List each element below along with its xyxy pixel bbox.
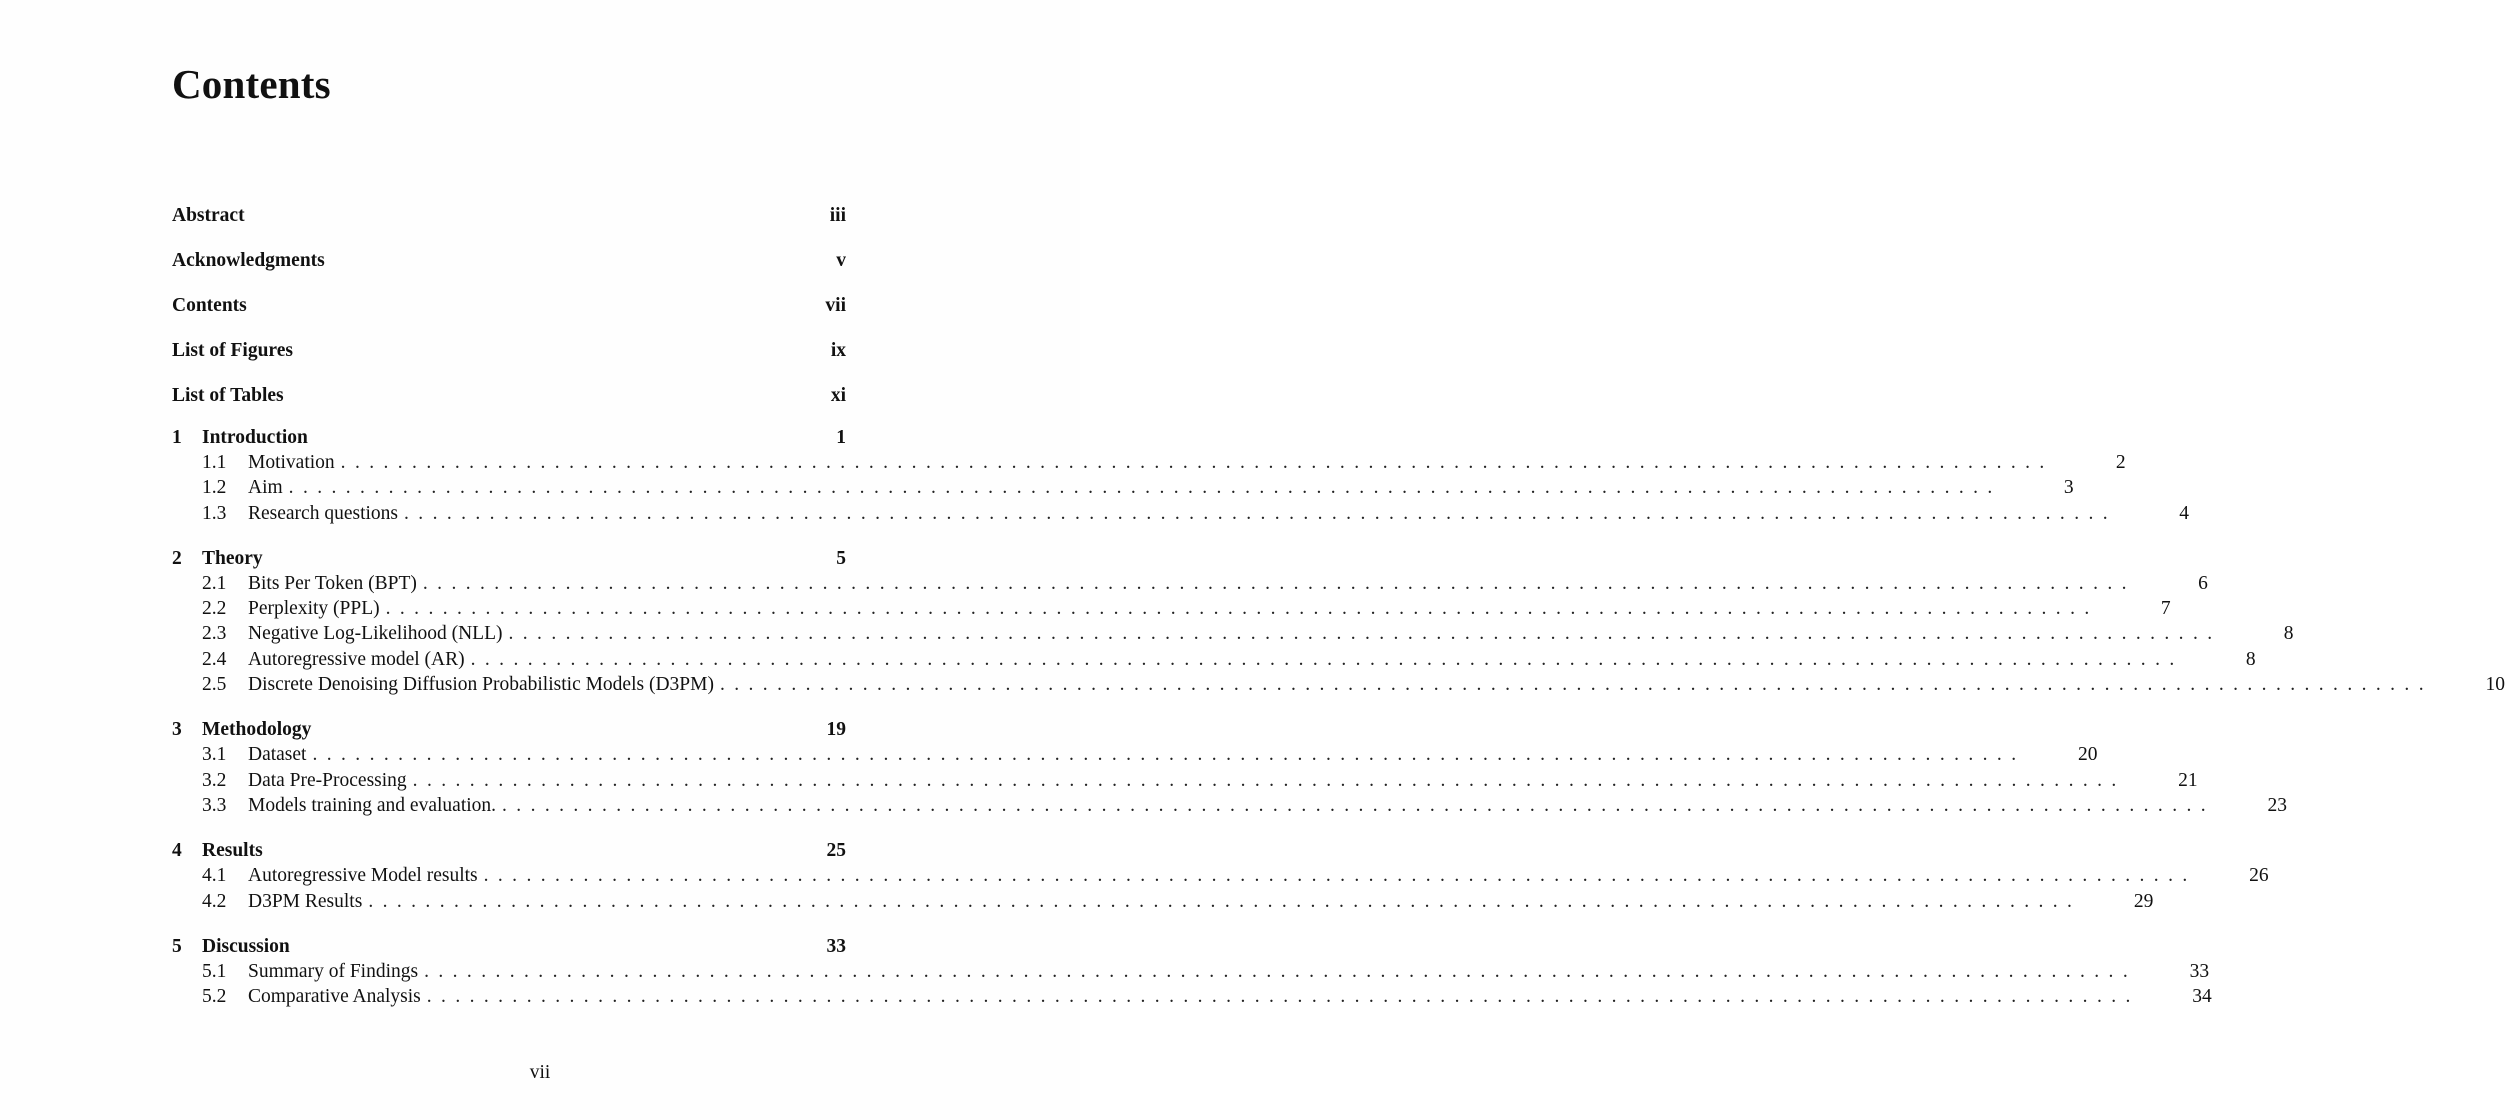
toc-entry-title: Acknowledgments — [172, 250, 325, 271]
toc-section-entry[interactable] — [172, 793, 2288, 818]
dot-leader: ........................................................................................................................ — [385, 598, 2099, 620]
dot-leader: ........................................................................................................................ — [340, 452, 2054, 473]
toc-entry-page: v — [836, 250, 846, 271]
dot-leader: ........................................................................................................................ — [508, 623, 2222, 645]
toc-entry-page: ix — [830, 340, 846, 361]
toc-section-entry[interactable] — [172, 647, 2256, 672]
toc-section-page: 6 — [2198, 572, 2208, 594]
toc-section-title: Autoregressive Model results — [248, 863, 484, 888]
toc-chapter-number: 1 — [172, 427, 182, 448]
dot-leader: ........................................................................................................................ — [404, 502, 2118, 524]
toc-section-number: 2.4 — [202, 648, 227, 670]
toc-chapter — [172, 838, 2269, 914]
dot-leader: ........................................................................................................................ — [288, 477, 2002, 499]
toc-section-page: 8 — [2245, 648, 2256, 670]
toc-section-page: 23 — [2267, 794, 2288, 816]
toc-entry-title: Abstract — [172, 205, 245, 226]
toc-section-entry[interactable] — [172, 768, 2198, 793]
toc-chapter — [172, 934, 2212, 1010]
toc-section-number: 3.3 — [202, 794, 227, 816]
toc-section-number: 4.1 — [202, 865, 227, 887]
toc-chapter-heading[interactable] — [172, 425, 846, 450]
toc-chapter-number: 2 — [172, 547, 182, 569]
toc-section-title: Data Pre-Processing — [248, 768, 413, 793]
toc-chapter-title: Theory — [202, 547, 263, 569]
toc-section-entry[interactable] — [172, 672, 2505, 697]
toc-section-page: 21 — [2178, 769, 2198, 791]
toc-section-title: Comparative Analysis — [248, 984, 427, 1009]
toc-section-number: 1.1 — [202, 452, 227, 473]
toc-section-title: D3PM Results — [248, 889, 368, 914]
toc-section-page: 29 — [2133, 890, 2154, 912]
toc-chapter-page: 25 — [826, 840, 846, 862]
toc-front-matter-entry[interactable] — [172, 245, 846, 290]
toc-section-page: 8 — [2283, 623, 2294, 645]
toc-chapter-heading[interactable] — [172, 934, 846, 959]
toc-section-entry[interactable] — [172, 959, 2210, 984]
toc-section-number: 3.1 — [202, 744, 227, 766]
toc-section-title: Perplexity (PPL) — [248, 596, 386, 621]
toc-section-title: Aim — [248, 475, 289, 500]
toc-section-entry[interactable] — [172, 984, 2212, 1009]
dot-leader: ........................................................................................................................ — [426, 986, 2140, 1008]
toc-chapter-heading[interactable] — [172, 546, 846, 571]
toc-entry-title: Contents — [172, 295, 247, 316]
page-number-footer: vii — [529, 1062, 551, 1083]
toc-section-title: Discrete Denoising Diffusion Probabilistic Models (D3PM) — [248, 672, 720, 697]
dot-leader: ........................................................................................................................ — [422, 572, 2136, 594]
toc-entry-title: List of Tables — [172, 385, 284, 406]
toc-chapter-page: 19 — [826, 719, 846, 741]
toc-section-title: Models training and evaluation. — [248, 793, 502, 818]
toc-section-number: 5.1 — [202, 960, 227, 982]
toc-section-entry[interactable] — [172, 450, 2126, 475]
toc-chapter-page: 33 — [826, 935, 846, 957]
toc-section-entry[interactable] — [172, 889, 2154, 914]
toc-chapter-number: 4 — [172, 840, 182, 862]
dot-leader: ........................................................................................................................ — [719, 674, 2433, 696]
toc-front-matter-entry[interactable] — [172, 200, 846, 245]
toc-entry-page: vii — [825, 295, 846, 316]
toc-front-matter-entry[interactable] — [172, 335, 846, 380]
toc-section-title: Negative Log-Likelihood (NLL) — [248, 621, 509, 646]
toc-section-number: 2.1 — [202, 572, 227, 594]
toc-section-number: 2.5 — [202, 674, 227, 696]
dot-leader: ........................................................................................................................ — [470, 648, 2184, 670]
toc-section-page: 34 — [2192, 986, 2212, 1008]
toc-section-entry[interactable] — [172, 571, 2208, 596]
toc-section-title: Dataset — [248, 742, 312, 767]
dot-leader: ........................................................................................................................ — [502, 794, 2216, 816]
toc-section-title: Motivation — [248, 450, 341, 475]
toc-chapter-title: Introduction — [202, 427, 308, 448]
dot-leader: ........................................................................................................................ — [424, 960, 2138, 982]
toc-chapter — [172, 717, 2288, 818]
toc-section-page: 4 — [2179, 502, 2190, 524]
toc-front-matter-entry[interactable] — [172, 290, 846, 335]
chapter-list — [172, 425, 2505, 1009]
toc-section-entry[interactable] — [172, 863, 2269, 888]
toc-chapter-heading[interactable] — [172, 838, 846, 863]
chapter-spacer — [172, 818, 846, 838]
toc-chapter-title: Results — [202, 840, 263, 862]
dot-leader: ........................................................................................................................ — [312, 744, 2026, 766]
toc-section-page: 2 — [2115, 452, 2126, 473]
toc-section-entry[interactable] — [172, 742, 2098, 767]
toc-section-number: 2.2 — [202, 598, 227, 620]
toc-entry-title: List of Figures — [172, 340, 293, 361]
chapter-spacer — [172, 526, 846, 546]
toc-section-page: 33 — [2189, 960, 2210, 982]
front-matter-list — [172, 200, 846, 425]
toc-section-number: 1.2 — [202, 477, 227, 499]
dot-leader: ........................................................................................................................ — [483, 865, 2197, 887]
toc-section-number: 1.3 — [202, 502, 227, 524]
toc-section-page: 7 — [2160, 598, 2171, 620]
toc-chapter-title: Discussion — [202, 935, 290, 957]
toc-chapter-page: 1 — [836, 427, 846, 448]
toc-chapter-heading[interactable] — [172, 717, 846, 742]
toc-section-number: 2.3 — [202, 623, 227, 645]
toc-section-title: Summary of Findings — [248, 959, 424, 984]
chapter-spacer — [172, 914, 846, 934]
chapter-spacer — [172, 697, 846, 717]
toc-chapter-number: 5 — [172, 935, 182, 957]
toc-chapter-title: Methodology — [202, 719, 312, 741]
dot-leader: ........................................................................................................................ — [368, 890, 2082, 912]
toc-section-title: Autoregressive model (AR) — [248, 647, 471, 672]
toc-chapter-page: 5 — [836, 547, 846, 569]
toc-section-number: 5.2 — [202, 986, 227, 1008]
toc-section-number: 3.2 — [202, 769, 227, 791]
toc-section-page: 10 — [2485, 674, 2505, 696]
toc-section-entry[interactable] — [172, 501, 2190, 526]
toc-section-page: 26 — [2249, 865, 2269, 887]
toc-entry-page: xi — [830, 385, 846, 406]
toc-section-page: 3 — [2063, 477, 2074, 499]
toc-chapter — [172, 546, 2505, 697]
toc-section-entry[interactable] — [172, 475, 2074, 500]
page-title: Contents — [172, 61, 331, 107]
dot-leader: ........................................................................................................................ — [412, 769, 2126, 791]
toc-front-matter-entry[interactable] — [172, 380, 846, 425]
toc-chapter — [172, 425, 2190, 526]
toc-section-title: Research questions — [248, 501, 404, 526]
toc-chapter-number: 3 — [172, 719, 182, 741]
toc-entry-page: iii — [829, 205, 846, 226]
table-of-contents — [172, 200, 2505, 1009]
toc-section-entry[interactable] — [172, 621, 2294, 646]
toc-section-number: 4.2 — [202, 890, 227, 912]
toc-section-page: 20 — [2077, 744, 2098, 766]
toc-section-title: Bits Per Token (BPT) — [248, 571, 423, 596]
toc-section-entry[interactable] — [172, 596, 2171, 621]
